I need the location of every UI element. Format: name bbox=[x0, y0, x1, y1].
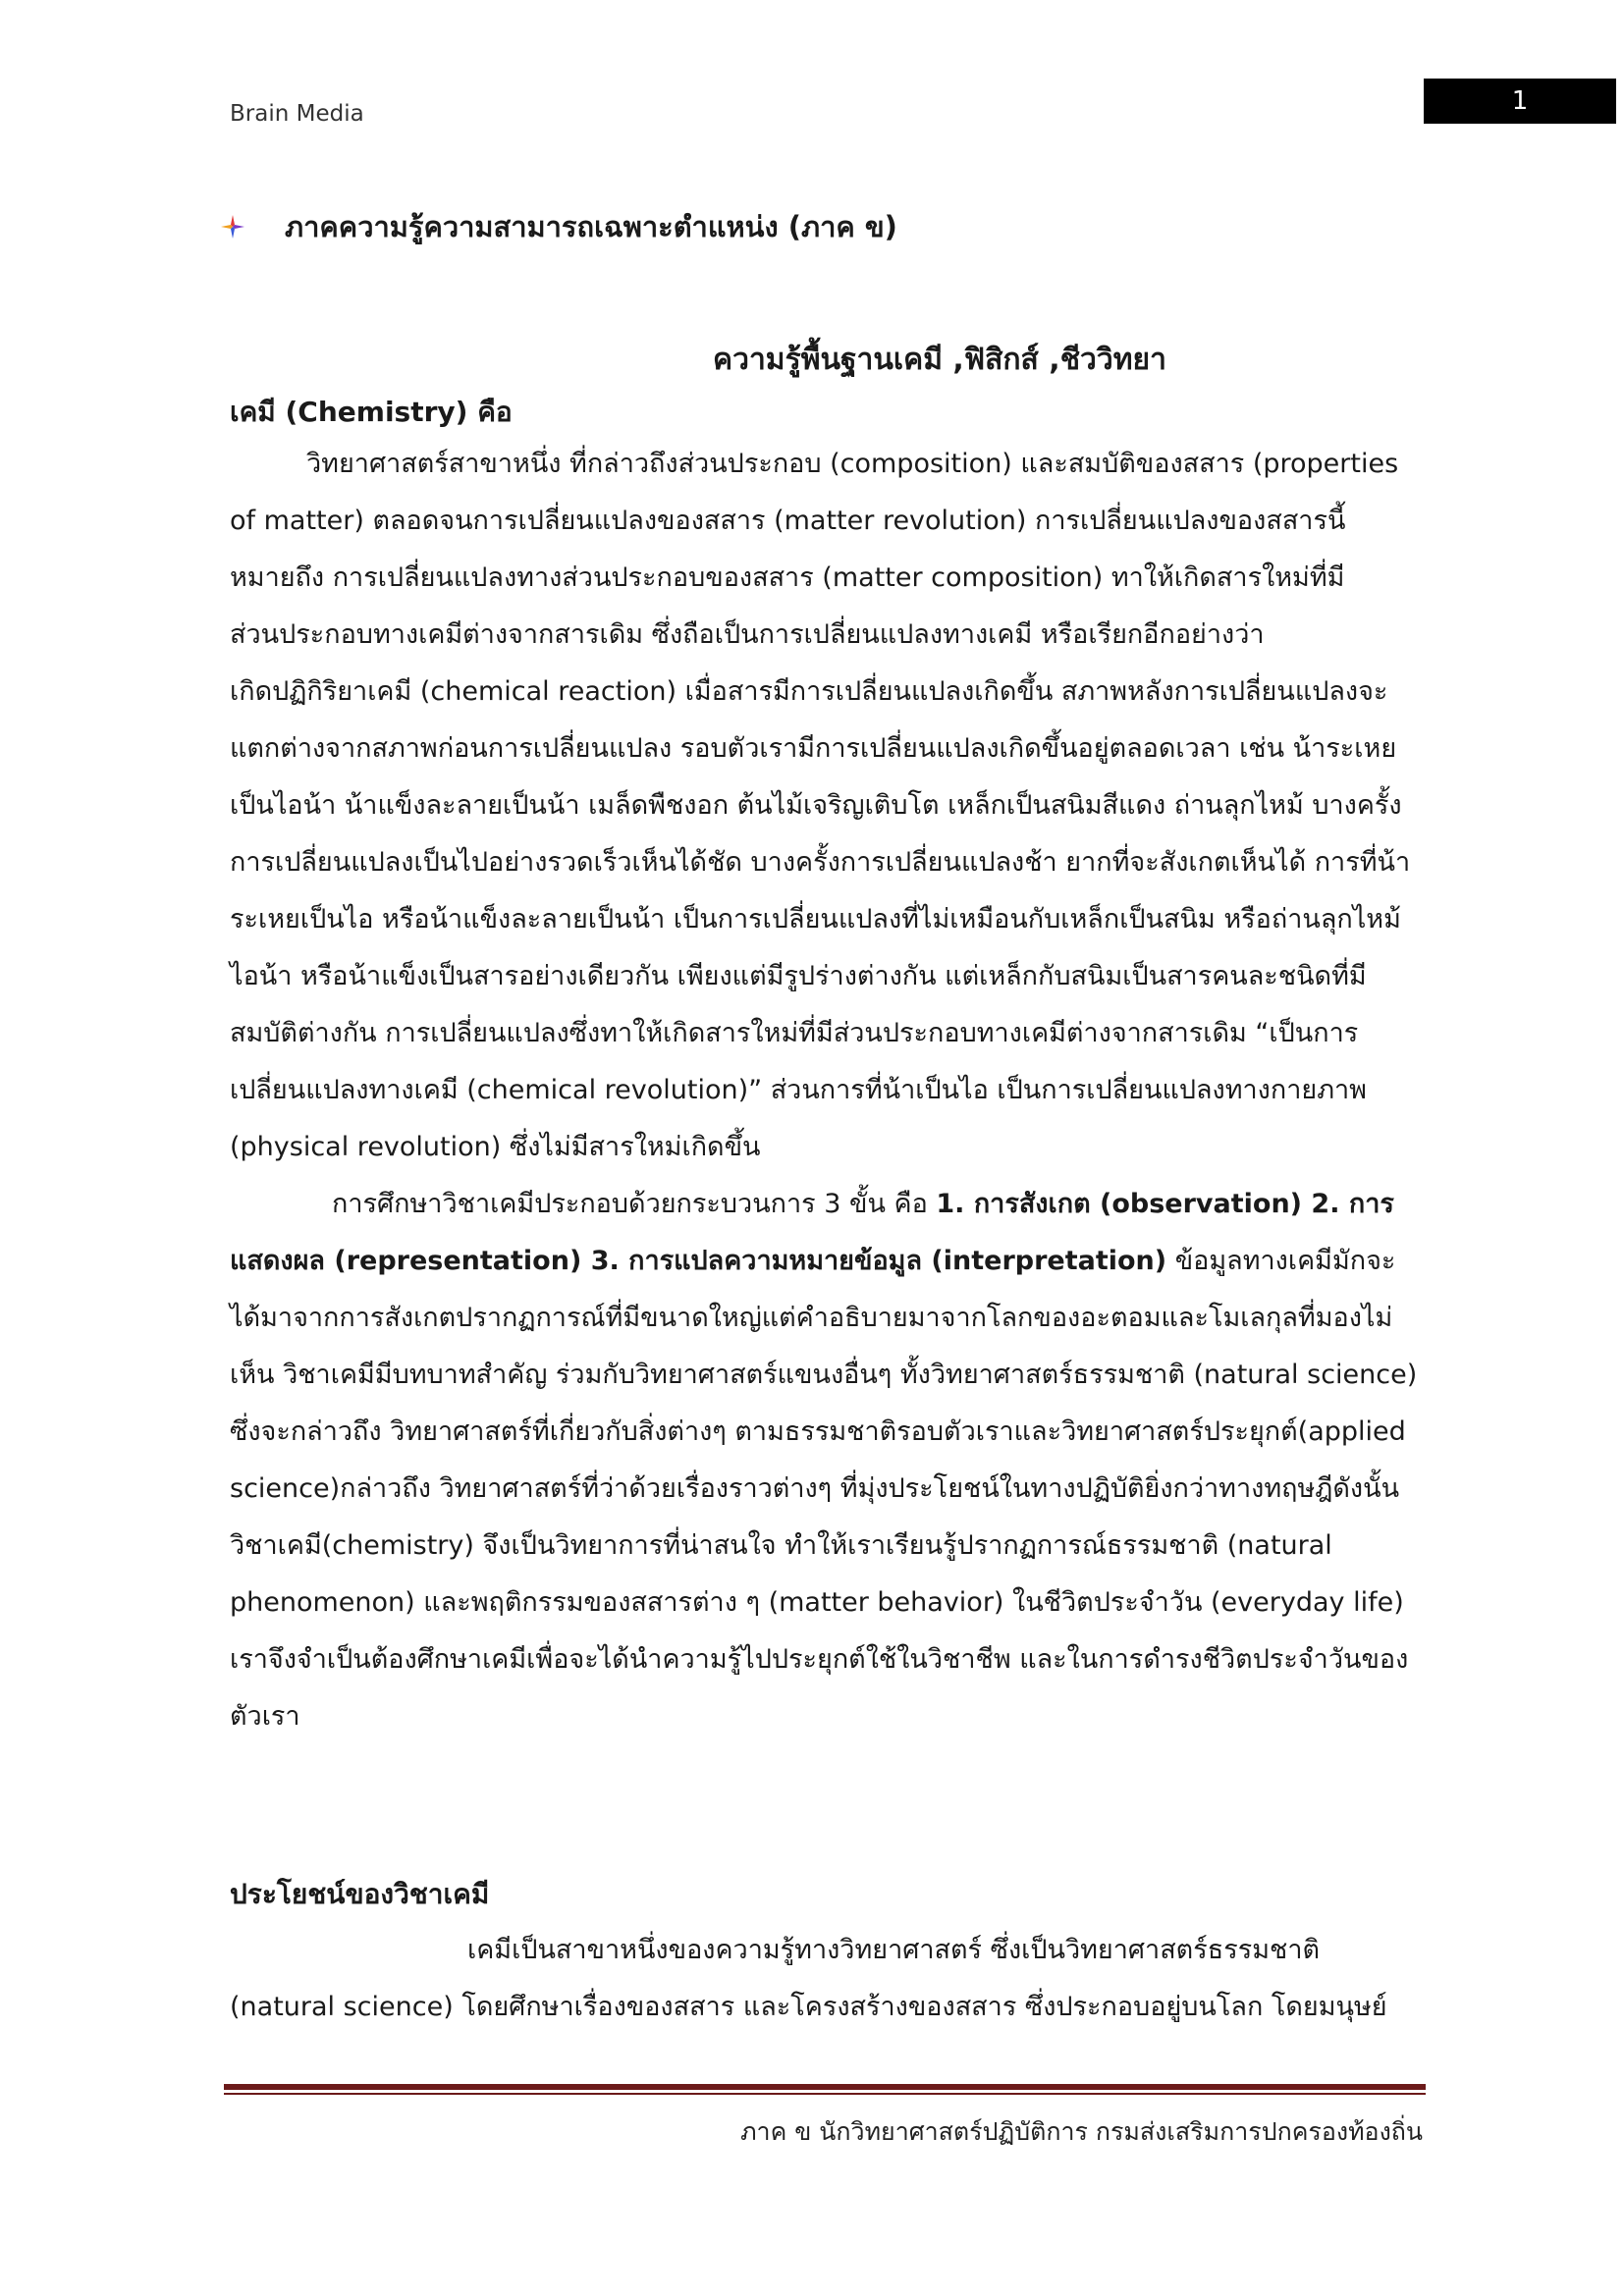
paragraph-line: ตัวเรา bbox=[230, 1701, 300, 1732]
section-header bbox=[220, 204, 897, 249]
paragraph-line: วิชาเคมี(chemistry) จึงเป็นวิทยาการที่น่าสนใจ ทำให้เราเรียนรู้ปรากฏการณ์ธรรมชาติ (natural bbox=[230, 1530, 1332, 1561]
paragraph-line: เคมีเป็นสาขาหนึ่งของความรู้ทางวิทยาศาสตร์ ซึ่งเป็นวิทยาศาสตร์ธรรมชาติ bbox=[467, 1935, 1321, 1965]
paragraph-line bbox=[230, 1233, 1423, 1290]
bullet-icon bbox=[220, 214, 245, 240]
paragraph-line: ระเหยเป็นไอ หรือน้าแข็งละลายเป็นน้า เป็นการเปลี่ยนแปลงที่ไม่เหมือนกับเหล็กเป็นสนิม หรือถ่านลุกไหม้ bbox=[230, 904, 1401, 934]
brand-label: Brain Media bbox=[230, 101, 364, 127]
chemistry-heading: เคมี (Chemistry) คือ bbox=[230, 396, 513, 428]
paragraph-line: เป็นไอน้า น้าแข็งละลายเป็นน้า เมล็ดพืชงอก ต้นไม้เจริญเติบโต เหล็กเป็นสนิมสีแดง ถ่านลุกไหม้ บางครั้ง bbox=[230, 790, 1402, 821]
paragraph-line: ส่วนประกอบทางเคมีต่างจากสารเดิม ซึ่งถือเป็นการเปลี่ยนแปลงทางเคมี หรือเรียกอีกอย่างว่า bbox=[230, 619, 1265, 650]
paragraph-line: (physical revolution) ซึ่งไม่มีสารใหม่เกิดขึ้น bbox=[230, 1132, 761, 1162]
paragraph-line: เห็น วิชาเคมีมีบทบาทสำคัญ ร่วมกับวิทยาศาสตร์แขนงอื่นๆ ทั้งวิทยาศาสตร์ธรรมชาติ (natural science) bbox=[230, 1360, 1418, 1390]
paragraph-line: เกิดปฏิกิริยาเคมี (chemical reaction) เมื่อสารมีการเปลี่ยนแปลงเกิดขึ้น สภาพหลังการเปลี่ยนแปลงจะ bbox=[230, 676, 1388, 707]
paragraph-line: of matter) ตลอดจนการเปลี่ยนแปลงของสสาร (matter revolution) การเปลี่ยนแปลงของสสารนี้ bbox=[230, 506, 1346, 536]
paragraph-line: ได้มาจากการสังเกตปรากฏการณ์ที่มีขนาดใหญ่แต่คำอธิบายมาจากโลกของอะตอมและโมเลกุลที่มองไม่ bbox=[230, 1303, 1393, 1333]
paragraph-line: ไอน้า หรือน้าแข็งเป็นสารอย่างเดียวกัน เพียงแต่มีรูปร่างต่างกัน แต่เหล็กกับสนิมเป็นสารคนละชนิดที่มี bbox=[230, 961, 1367, 991]
benefits-heading: ประโยชน์ของวิชาเคมี bbox=[230, 1878, 490, 1910]
main-content bbox=[230, 391, 1423, 2036]
paragraph-line: การเปลี่ยนแปลงเป็นไปอย่างรวดเร็วเห็นได้ชัด บางครั้งการเปลี่ยนแปลงช้า ยากที่จะสังเกตเห็นได้ การที่น้า bbox=[230, 847, 1411, 878]
page-number-badge: 1 bbox=[1424, 79, 1616, 124]
paragraph-line: สมบัติต่างกัน การเปลี่ยนแปลงซึ่งทาให้เกิดสารใหม่ที่มีส่วนประกอบทางเคมีต่างจากสารเดิม “เป็นการ bbox=[230, 1018, 1359, 1048]
text-run: การศึกษาวิชาเคมีประกอบด้วยกระบวนการ 3 ขั้น คือ bbox=[332, 1189, 937, 1219]
section-title: ภาคความรู้ความสามารถเฉพาะตำแหน่ง (ภาค ข) bbox=[285, 210, 897, 243]
paragraph-line: ซึ่งจะกล่าวถึง วิทยาศาสตร์ที่เกี่ยวกับสิ่งต่างๆ ตามธรรมชาติรอบตัวเราและวิทยาศาสตร์ประยุกต์(applied bbox=[230, 1416, 1406, 1447]
text-run: ข้อมูลทางเคมีมักจะ bbox=[1166, 1246, 1396, 1276]
paragraph-line: หมายถึง การเปลี่ยนแปลงทางส่วนประกอบของสสาร (matter composition) ทาให้เกิดสารใหม่ที่มี bbox=[230, 562, 1345, 593]
paragraph-line: (natural science) โดยศึกษาเรื่องของสสาร และโครงสร้างของสสาร ซึ่งประกอบอยู่บนโลก โดยมนุษย์ bbox=[230, 1992, 1387, 2022]
paragraph-line: แตกต่างจากสภาพก่อนการเปลี่ยนแปลง รอบตัวเรามีการเปลี่ยนแปลงเกิดขึ้นอยู่ตลอดเวลา เช่น น้าระเหย bbox=[230, 733, 1397, 764]
bold-text-run: แสดงผล (representation) 3. การแปลความหมายข้อมูล (interpretation) bbox=[230, 1246, 1167, 1276]
paragraph-line: science)กล่าวถึง วิทยาศาสตร์ที่ว่าด้วยเรื่องราวต่างๆ ที่มุ่งประโยชน์ในทางปฏิบัติยิ่งกว่าทางทฤษฎีดังนั้น bbox=[230, 1473, 1400, 1504]
paragraph-line: เปลี่ยนแปลงทางเคมี (chemical revolution)” ส่วนการที่น้าเป็นไอ เป็นการเปลี่ยนแปลงทางกายภาพ bbox=[230, 1075, 1367, 1105]
chemistry-paragraph bbox=[230, 436, 1423, 1176]
benefits-paragraph bbox=[230, 1922, 1423, 2036]
paragraph-line bbox=[230, 1176, 1423, 1233]
footer-divider bbox=[224, 2084, 1426, 2095]
paragraph-line: เราจึงจำเป็นต้องศึกษาเคมีเพื่อจะได้นำความรู้ไปประยุกต์ใช้ในวิชาชีพ และในการดำรงชีวิตประจำวันของ bbox=[230, 1644, 1409, 1675]
study-process-paragraph bbox=[230, 1176, 1423, 1745]
paragraph-line: วิทยาศาสตร์สาขาหนึ่ง ที่กล่าวถึงส่วนประกอบ (composition) และสมบัติของสสาร (properties bbox=[306, 449, 1399, 479]
footer-text: ภาค ข นักวิทยาศาสตร์ปฏิบัติการ กรมส่งเสริมการปกครองท้องถิ่น bbox=[740, 2117, 1423, 2146]
bold-text-run: 1. การสังเกต (observation) 2. การ bbox=[936, 1189, 1394, 1219]
document-title: ความรู้พื้นฐานเคมี ,ฟิสิกส์ ,ชีววิทยา bbox=[713, 343, 1166, 377]
paragraph-line: phenomenon) และพฤติกรรมของสสารต่าง ๆ (matter behavior) ในชีวิตประจำวัน (everyday life) bbox=[230, 1587, 1404, 1618]
